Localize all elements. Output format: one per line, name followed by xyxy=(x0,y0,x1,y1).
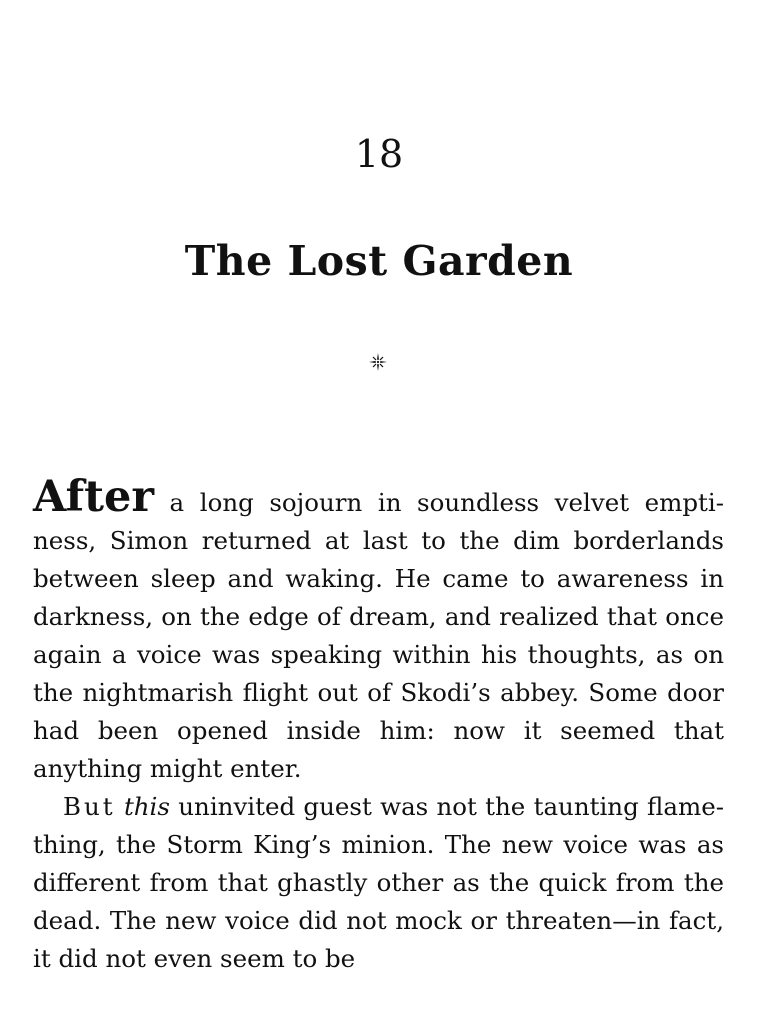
paragraph-1-text: a long sojourn in soundless velvet emptiness, Simon returned at last to the dim borderlands between sleep and waking. He came to awareness in darkness, on the edge of dream, and realized that once again a voice was speaking within his thoughts, as on the nightmarish flight out of Skodi’s abbey. Some door had been opened inside him: now it seemed that anything might enter. xyxy=(33,488,724,783)
paragraph-2-text: uninvited guest was not the taunting flame-thing, the Storm King’s minion. The new voice was as different from that ghastly other as the quick from the dead. The new voice did not mock or threaten—in fact, it did not even seem to be xyxy=(33,792,724,973)
lead-word: After xyxy=(33,472,154,522)
chapter-body xyxy=(33,472,724,978)
paragraph-2 xyxy=(33,788,724,978)
chapter-number: 18 xyxy=(354,132,404,176)
emphasized-word: this xyxy=(123,792,170,821)
chapter-title: The Lost Garden xyxy=(184,237,574,285)
paragraph-2-lead: But xyxy=(63,792,116,821)
fleuron-ornament-icon xyxy=(369,353,387,371)
paragraph-1 xyxy=(33,472,724,788)
